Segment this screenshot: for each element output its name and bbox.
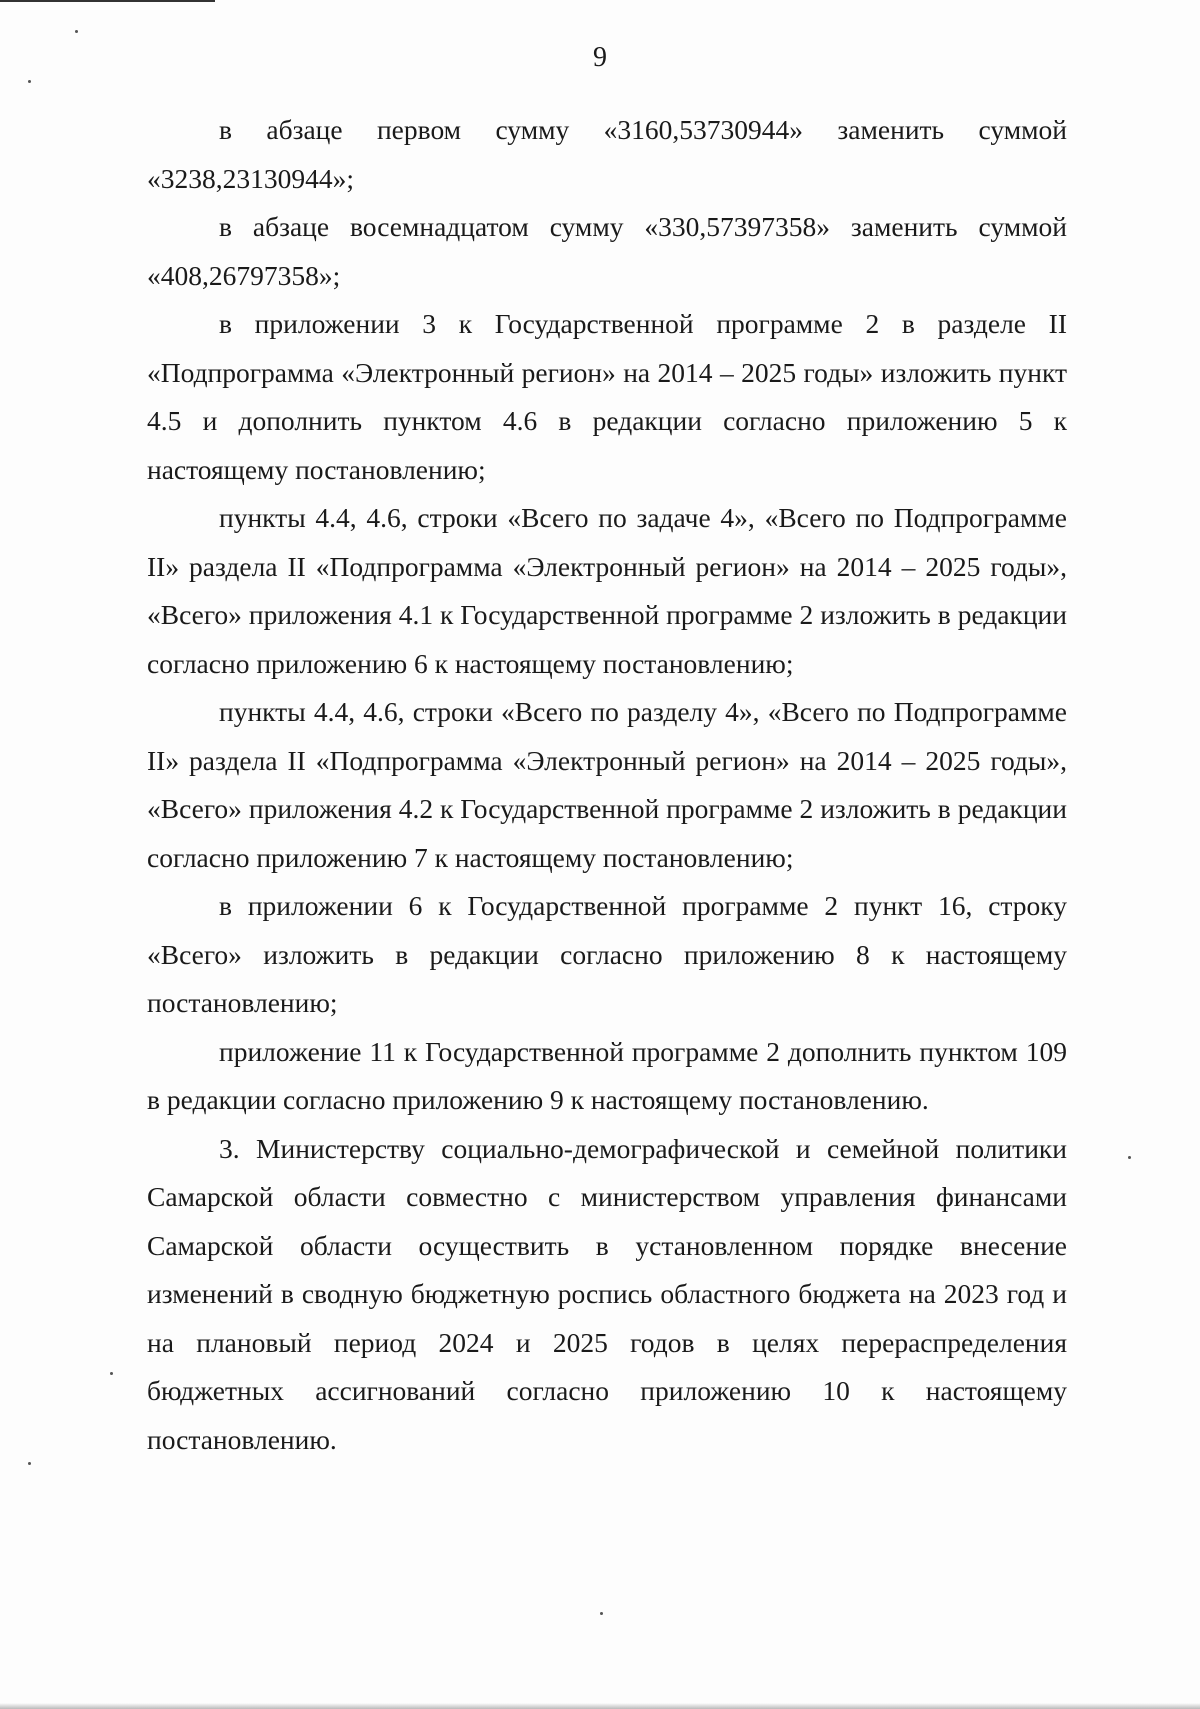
paragraph-2: в абзаце восемнадцатом сумму «330,57397358» заменить суммой «408,26797358»; — [147, 211, 1067, 291]
scan-speck — [75, 30, 78, 33]
paragraph-7: приложение 11 к Государственной программе 2 дополнить пунктом 109 в редакции согласно приложению 9 к настоящему постановлению. — [147, 1035, 1067, 1115]
scan-bottom-edge — [0, 1703, 1200, 1709]
scan-speck — [1128, 1156, 1131, 1159]
paragraph-8: 3. Министерству социально-демографической и семейной политики Самарской области совместно с министерством управления финансами Самарской области осуществить в установленном порядке внесение изменений в сводную бюджетную роспись областного бюджета на 2023 год и на плановый период 2024 и 2025 годов в целях перераспределения бюджетных ассигнований согласно приложению 10 к настоящему постановлению. — [147, 1132, 1067, 1455]
paragraph-6: в приложении 6 к Государственной программе 2 пункт 16, строку «Всего» изложить в редакции согласно приложению 8 к настоящему постановлению; — [147, 890, 1067, 1018]
paragraph-4: пункты 4.4, 4.6, строки «Всего по задаче 4», «Всего по Подпрограмме II» раздела II «Подпрограмма «Электронный регион» на 2014 – 2025 годы», «Всего» приложения 4.1 к Государственной программе 2 изложить в редакции согласно приложению 6 к настоящему постановлению; — [147, 502, 1067, 679]
paragraph-3: в приложении 3 к Государственной программе 2 в разделе II «Подпрограмма «Электронный регион» на 2014 – 2025 годы» изложить пункт 4.5 и дополнить пунктом 4.6 в редакции согласно приложению 5 к настоящему постановлению; — [147, 308, 1067, 485]
paragraph-1: в абзаце первом сумму «3160,53730944» заменить суммой «3238,23130944»; — [147, 114, 1067, 194]
scan-speck — [110, 1372, 113, 1375]
scan-speck — [28, 1462, 31, 1465]
top-border-rule — [0, 0, 215, 2]
page-number: 9 — [593, 42, 607, 73]
paragraph-5: пункты 4.4, 4.6, строки «Всего по разделу 4», «Всего по Подпрограмме II» раздела II «Подпрограмма «Электронный регион» на 2014 – 2025 годы», «Всего» приложения 4.2 к Государственной программе 2 изложить в редакции согласно приложению 7 к настоящему постановлению; — [147, 696, 1067, 873]
scan-speck — [28, 80, 31, 83]
scan-speck — [600, 1612, 603, 1615]
document-body — [147, 106, 1067, 1464]
